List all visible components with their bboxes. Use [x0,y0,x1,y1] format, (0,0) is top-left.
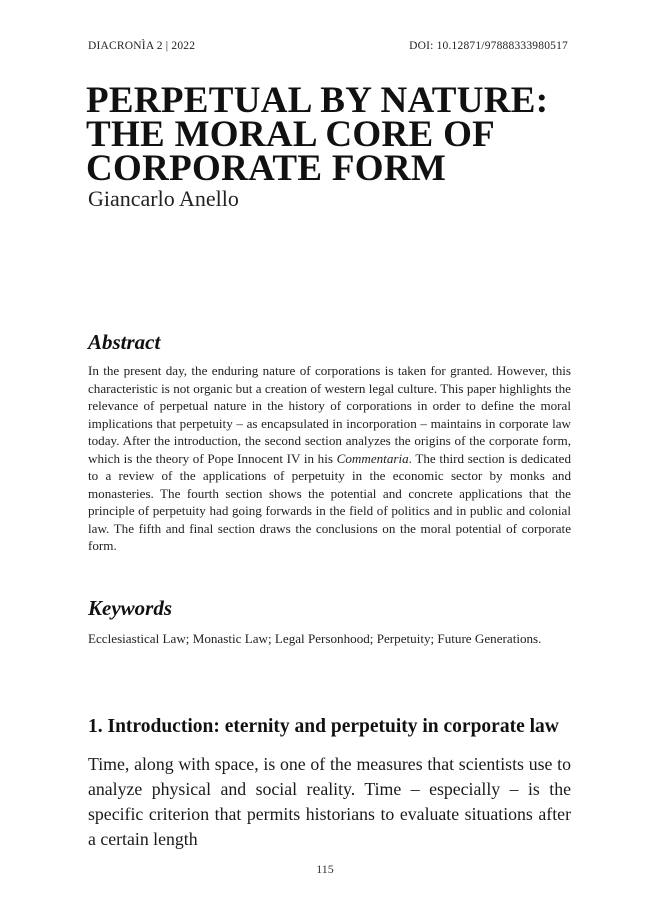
keywords-text: Ecclesiastical Law; Monastic Law; Legal Personhood; Perpetuity; Future Generations. [88,631,542,646]
abstract-italic-title: Commentaria [336,450,409,466]
journal-issue-label: DIACRONÌA 2 | 2022 [88,40,196,52]
introduction-heading: 1. Introduction: eternity and perpetuity in corporate law [88,716,559,737]
abstract-text-part: In the present day, the enduring nature of corporations is taken for granted. However, this characteristic is not organic but a creation of western legal culture. This paper highlights the relevance of perpetual nature in the history of corporations in order to define the moral implications that perpetuity – as encapsulated in incorporation – maintains in corporate law today. After the introduction, the second section analyzes the origins of the corporate form, which is the theory of Pope Innocent IV in his [88,363,571,466]
title-line: CORPORATE FORM [86,148,447,189]
author-name: Giancarlo Anello [88,186,239,211]
running-header [88,40,568,52]
article-title [86,80,586,189]
abstract-text [88,362,571,555]
abstract-text-part: . The third section is dedicated to a review of the applications of perpetuity in the economic sector by monks and monasteries. The fourth section shows the potential and concrete applications that the principle of perpetuity had going forwards in the field of politics and in public and colonial law. The fifth and final section draws the conclusions on the moral potential of corporate form. [88,450,571,553]
abstract-heading: Abstract [88,330,161,354]
title-line: PERPETUAL BY NATURE: [86,80,549,121]
page-number: 115 [316,862,334,876]
introduction-text: Time, along with space, is one of the measures that scientists use to analyze physical and social reality. Time – especially – is the specific criterion that permits historians to evaluate situations after a certain length [88,754,571,849]
doi-label: DOI: 10.12871/97888333980517 [409,40,568,52]
title-line: THE MORAL CORE OF [86,114,496,155]
keywords-heading: Keywords [88,596,172,620]
